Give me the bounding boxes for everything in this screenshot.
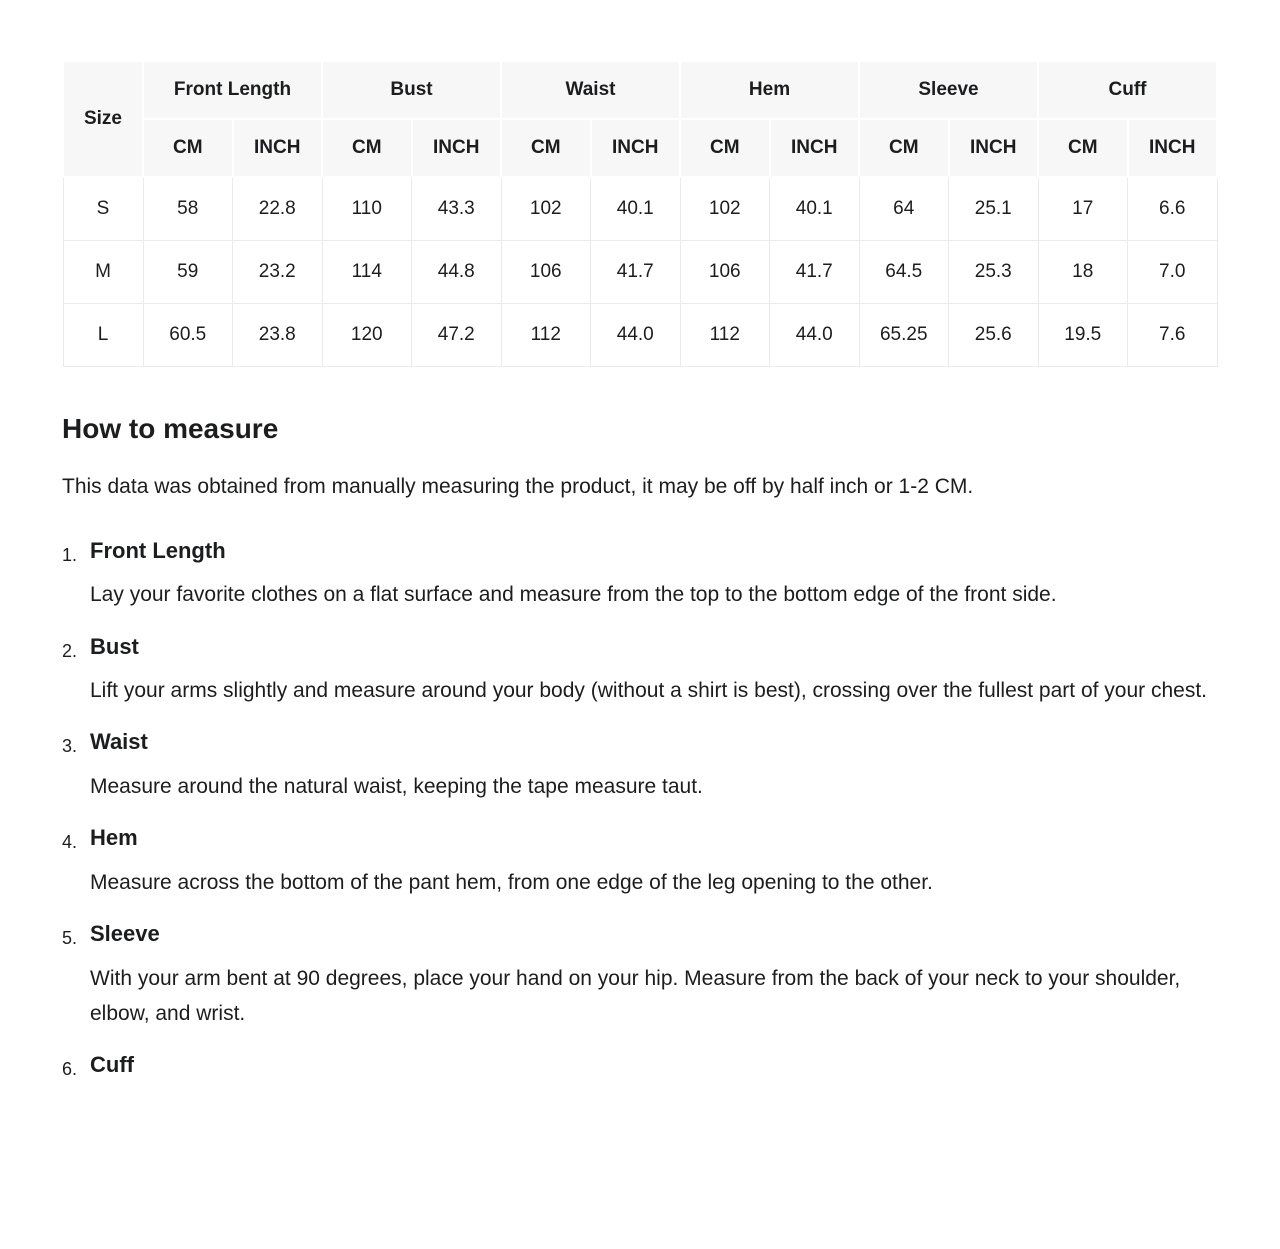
cell: 114 (322, 241, 412, 304)
item-description: Lay your favorite clothes on a flat surface and measure from the top to the bottom edge of the front side. (90, 583, 1057, 607)
cell: 22.8 (233, 177, 323, 241)
unit-header-inch: INCH (770, 119, 860, 177)
group-header-row (63, 61, 1217, 119)
page (62, 0, 1218, 1162)
cell: 25.6 (949, 304, 1039, 367)
list-item-cuff (62, 1051, 1218, 1092)
item-term: Bust (90, 633, 139, 659)
size-label: L (63, 304, 143, 367)
group-header-waist: Waist (501, 61, 680, 119)
unit-header-cm: CM (1038, 119, 1128, 177)
cell: 41.7 (770, 241, 860, 304)
cell: 17 (1038, 177, 1128, 241)
size-label: S (63, 177, 143, 241)
item-term: Waist (90, 729, 148, 755)
list-item-front-length (62, 537, 1218, 633)
item-number: 1. (62, 544, 78, 565)
unit-header-inch: INCH (949, 119, 1039, 177)
intro-text: This data was obtained from manually measuring the product, it may be off by half inch or 1-2 CM. (62, 475, 974, 498)
item-term: Cuff (90, 1052, 134, 1078)
cell: 23.2 (233, 241, 323, 304)
item-description: With your arm bent at 90 degrees, place your hand on your hip. Measure from the back of your neck to your shoulder, elbow, and wrist. (90, 966, 1181, 1025)
item-description: Lift your arms slightly and measure around your body (without a shirt is best), crossing over the fullest part of your chest. (90, 679, 1208, 703)
item-description: Measure around the natural waist, keeping the tape measure taut. (90, 775, 703, 798)
cell: 102 (501, 177, 591, 241)
unit-header-cm: CM (680, 119, 770, 177)
cell: 65.25 (859, 304, 949, 367)
unit-header-cm: CM (143, 119, 233, 177)
cell: 120 (322, 304, 412, 367)
item-number: 6. (62, 1059, 78, 1080)
cell: 44.0 (770, 304, 860, 367)
size-column-header: Size (63, 61, 143, 177)
cell: 40.1 (770, 177, 860, 241)
cell: 7.0 (1128, 241, 1218, 304)
group-header-cuff: Cuff (1038, 61, 1217, 119)
item-number: 5. (62, 928, 78, 949)
cell: 106 (680, 241, 770, 304)
cell: 112 (680, 304, 770, 367)
cell: 59 (143, 241, 233, 304)
cell: 102 (680, 177, 770, 241)
list-item-hem (62, 824, 1218, 920)
cell: 43.3 (412, 177, 502, 241)
cell: 44.8 (412, 241, 502, 304)
item-description: Measure across the bottom of the pant hem, from one edge of the leg opening to the other. (90, 870, 933, 894)
unit-header-inch: INCH (412, 119, 502, 177)
cell: 41.7 (591, 241, 681, 304)
table-row-size-l (63, 304, 1217, 367)
cell: 25.1 (949, 177, 1039, 241)
item-number: 4. (62, 832, 78, 853)
cell: 19.5 (1038, 304, 1128, 367)
cell: 40.1 (591, 177, 681, 241)
unit-header-cm: CM (501, 119, 591, 177)
cell: 106 (501, 241, 591, 304)
unit-header-cm: CM (859, 119, 949, 177)
size-label: M (63, 241, 143, 304)
cell: 18 (1038, 241, 1128, 304)
cell: 7.6 (1128, 304, 1218, 367)
size-chart-body (63, 177, 1217, 367)
cell: 64 (859, 177, 949, 241)
page-title: How to measure (62, 413, 279, 444)
list-item-waist (62, 728, 1218, 824)
cell: 112 (501, 304, 591, 367)
cell: 60.5 (143, 304, 233, 367)
group-header-sleeve: Sleeve (859, 61, 1038, 119)
group-header-bust: Bust (322, 61, 501, 119)
cell: 110 (322, 177, 412, 241)
cell: 6.6 (1128, 177, 1218, 241)
group-header-hem: Hem (680, 61, 859, 119)
cell: 58 (143, 177, 233, 241)
group-header-front-length: Front Length (143, 61, 322, 119)
cell: 44.0 (591, 304, 681, 367)
cell: 47.2 (412, 304, 502, 367)
table-row-size-s (63, 177, 1217, 241)
size-chart-table (62, 60, 1218, 367)
item-term: Sleeve (90, 921, 160, 947)
table-row-size-m (63, 241, 1217, 304)
item-number: 3. (62, 736, 78, 757)
unit-header-inch: INCH (591, 119, 681, 177)
unit-header-cm: CM (322, 119, 412, 177)
cell: 64.5 (859, 241, 949, 304)
cell: 23.8 (233, 304, 323, 367)
unit-header-row (63, 119, 1217, 177)
unit-header-inch: INCH (233, 119, 323, 177)
cell: 25.3 (949, 241, 1039, 304)
list-item-bust (62, 633, 1218, 729)
size-chart-header (63, 61, 1217, 177)
item-number: 2. (62, 640, 78, 661)
item-term: Front Length (90, 537, 226, 563)
list-item-sleeve (62, 920, 1218, 1051)
item-term: Hem (90, 825, 138, 851)
unit-header-inch: INCH (1128, 119, 1218, 177)
measure-list (62, 537, 1218, 1092)
